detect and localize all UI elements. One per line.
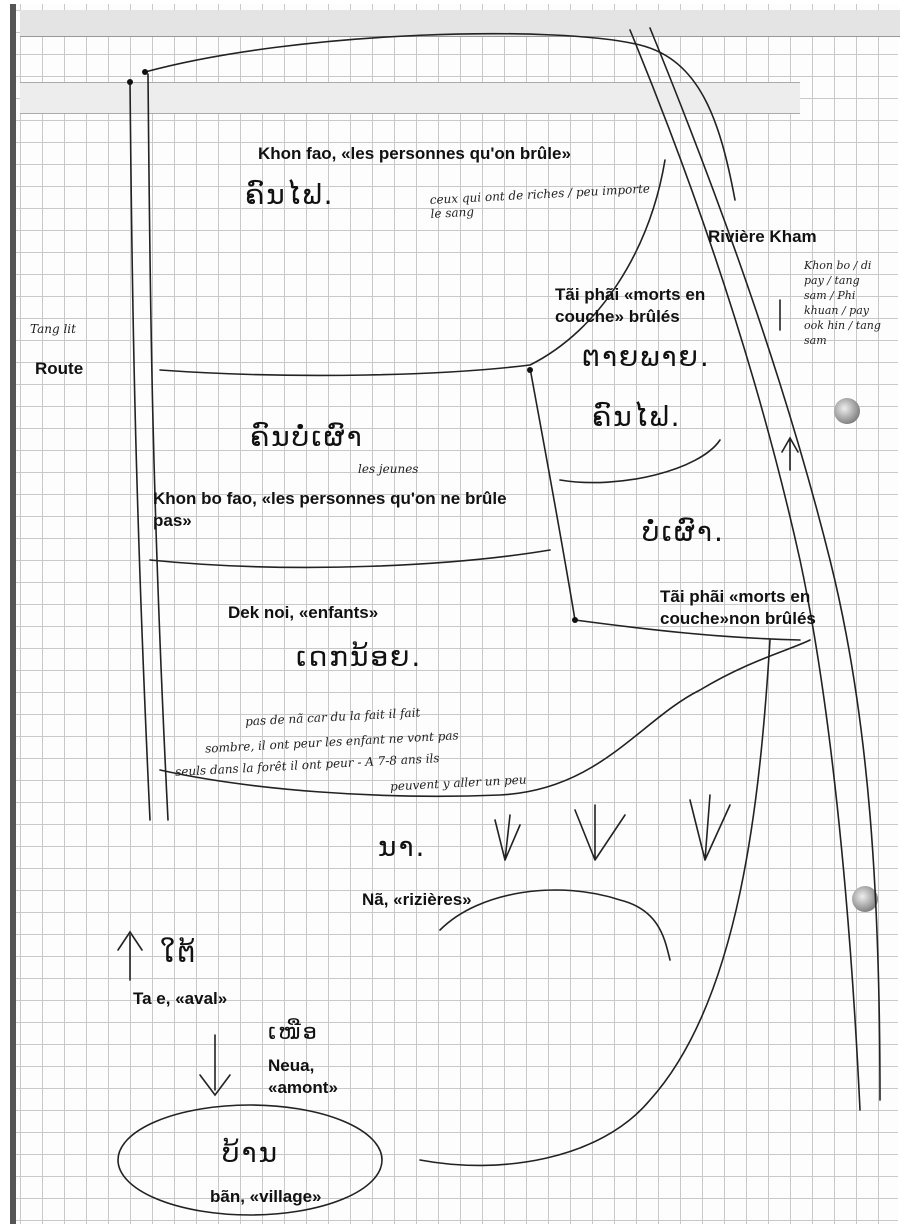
khon-bo-fao-zone-boundary bbox=[150, 550, 550, 567]
lao-bo-fao: ບໍ່ເຜົາ. bbox=[642, 515, 725, 548]
label-riviere-kham: Rivière Kham bbox=[708, 227, 817, 246]
rice-plant-1 bbox=[495, 815, 520, 860]
road-line-right bbox=[148, 74, 168, 820]
label-ban-village: bãn, «village» bbox=[210, 1187, 322, 1206]
handwritten-note-river: Khon bo / di pay / tang sam / Phi khuan / pay ook hin / tang sam bbox=[804, 259, 881, 347]
label-khon-bo-fao: Khon bo fao, «les personnes qu'on ne brûle pas» bbox=[153, 489, 507, 530]
handwritten-tang-lit: Tang lit bbox=[30, 322, 76, 336]
handwritten-les-jeunes: les jeunes bbox=[358, 462, 419, 476]
label-dek-noi: Dek noi, «enfants» bbox=[228, 603, 379, 622]
rice-plant-2 bbox=[575, 805, 625, 860]
lao-tai: ໃຕ້ bbox=[160, 936, 198, 969]
label-route: Route bbox=[35, 359, 84, 378]
label-tae-aval: Ta e, «aval» bbox=[133, 989, 228, 1008]
lao-khon-fao: ຄົນໄຟ. bbox=[245, 178, 335, 211]
river-line-left bbox=[630, 30, 860, 1110]
label-tai-phai-non-brules: Tãi phãi «morts en couche»non brûlés bbox=[660, 587, 816, 628]
road-line-left bbox=[130, 80, 150, 820]
lao-ban: ບ້ານ bbox=[222, 1136, 280, 1169]
lao-khon-bo-fao: ຄົນບໍ່ເຜົາ bbox=[250, 420, 364, 453]
arrow-amont bbox=[200, 1035, 230, 1095]
outer-boundary-line bbox=[145, 34, 735, 200]
lao-neua: ເໜືອ bbox=[268, 1020, 319, 1045]
rice-field-edge bbox=[420, 640, 770, 1165]
label-neua-amont: Neua, «amont» bbox=[268, 1056, 338, 1097]
lao-khon-fao-2: ຄົນໄຟ. bbox=[592, 400, 682, 433]
handwritten-note-dek-3: seuls dans la forêt il ont peur - A 7-8 ans ils bbox=[174, 751, 440, 779]
label-khon-fao: Khon fao, «les personnes qu'on brûle» bbox=[258, 144, 571, 163]
lao-tai-phai: ຕາຍພາຍ. bbox=[582, 340, 711, 373]
label-na: Nã, «rizières» bbox=[362, 890, 472, 909]
rice-plant-3 bbox=[690, 795, 730, 860]
handwritten-note-dek-1: pas de nã car du la fait il fait bbox=[244, 705, 421, 729]
river-flow-arrow-1 bbox=[782, 438, 798, 470]
label-tai-phai-brules: Tãi phãi «morts en couche» brûlés bbox=[555, 285, 706, 326]
rice-field-boundary bbox=[440, 890, 670, 960]
handwritten-note-dek-4: peuvent y aller un peu bbox=[389, 772, 527, 794]
handwritten-note-dek-2: sombre, il ont peur les enfant ne vont pas bbox=[204, 728, 459, 756]
river-line-right bbox=[650, 28, 880, 1100]
lao-dek-noi: ເດກນ້ອຍ. bbox=[296, 640, 423, 673]
arrow-aval bbox=[118, 932, 142, 980]
lao-na: ນາ. bbox=[378, 830, 427, 863]
tai-phai-burned-boundary bbox=[560, 440, 720, 483]
handwritten-note-khon-fao: ceux qui ont de riches / peu importe le sang bbox=[429, 181, 651, 221]
